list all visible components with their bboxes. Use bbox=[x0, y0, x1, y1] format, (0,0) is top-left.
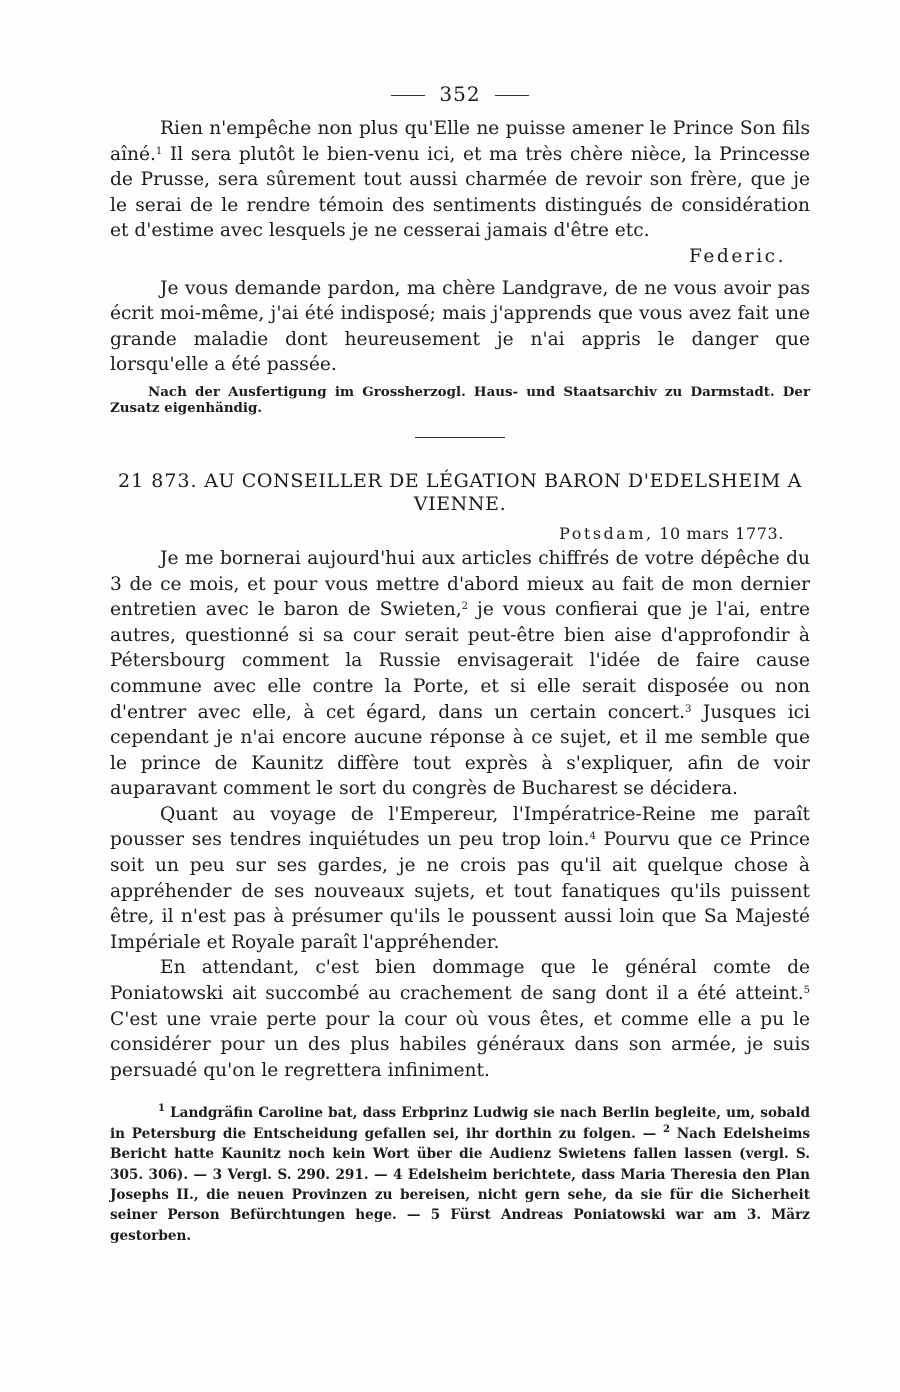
footnote-ref-5: 5 bbox=[803, 985, 810, 997]
page-number-text: 352 bbox=[439, 82, 481, 106]
letter-heading bbox=[110, 470, 810, 516]
postscript: Je vous demande pardon, ma chère Landgrave, de ne vous avoir pas écrit moi-même, j'ai été indisposé; mais j'apprends que vous avez fait une grande maladie dont heureusement je n'ai appris le danger que lorsqu'elle a été passée. bbox=[110, 277, 810, 376]
p2-text-a: Quant au voyage de l'Empereur, l'Impératrice-Reine me paraît pousser ses tendres inquiétudes un peu trop loin. bbox=[110, 803, 810, 851]
footnote-mark-1: 1 bbox=[158, 1103, 165, 1115]
p3-text-a: En attendant, c'est bien dommage que le général comte de Poniatowski ait succombé au crachement de sang dont il a été atteint. bbox=[110, 957, 810, 1005]
dateline-date: 10 mars 1773. bbox=[659, 523, 784, 543]
p3-text-b: C'est une vraie perte pour la cour où vous êtes, et comme elle a pu le considérer pour un des plus habiles généraux dans son armée, je suis persuadé qu'on le regrettera infiniment. bbox=[110, 1008, 810, 1081]
dateline bbox=[110, 522, 784, 546]
letter1-text-b: Il sera plutôt le bien-venu ici, et ma très chère nièce, la Princesse de Prusse, sera sûrement tout aussi charmée de revoir son frère, que je le serai de le rendre témoin des sentiments distingués de considération et d'estime avec lesquels je ne cesserai jamais d'être etc. bbox=[110, 143, 810, 242]
footnote-1: Landgräfin Caroline bat, dass Erbprinz Ludwig sie nach Berlin begleite, um, sobald in Petersburg die Entscheidung gefallen sei, ihr dorthin zu folgen. — bbox=[110, 1105, 810, 1142]
footnote-2: Nach Edelsheims Bericht hatte Kaunitz noch kein Wort über die Audienz Swietens fallen lassen (vergl. S. 305. 306). — bbox=[110, 1125, 810, 1183]
p1-text-b: je vous confierai que je l'ai, entre autres, questionné si sa cour serait peut-être bien aise d'approfondir à Pétersbourg comment la Russie envisagerait l'idée de faire cause commune avec elle contre la Porte, et si elle serait disposée ou non d'entrer avec elle, à cet égard, dans un certain concert. bbox=[110, 599, 811, 723]
section-divider bbox=[415, 437, 505, 438]
letter-recipient: AU CONSEILLER DE LÉGATION BARON D'EDELSHEIM A VIENNE. bbox=[204, 469, 802, 515]
footnote-4: 4 Edelsheim berichtete, dass Maria Theresia den Plan Josephs II., die neuen Provinzen zu bereisen, nicht gern sehe, da sie für die Sicherheit seiner Person Befürchtungen hege. — bbox=[110, 1166, 810, 1224]
letter-number: 21 873. bbox=[118, 469, 198, 492]
letter1-text-a: Rien n'empêche non plus qu'Elle ne puisse amener le Prince Son fils aîné. bbox=[110, 118, 810, 165]
source-note: Nach der Ausfertigung im Grossherzogl. Haus- und Staatsarchiv zu Darmstadt. Der Zusatz eigenhändig. bbox=[110, 383, 810, 417]
page-number bbox=[110, 82, 810, 106]
footnote-3: 3 Vergl. S. 290. 291. — bbox=[212, 1166, 394, 1183]
letter2-paragraph-2 bbox=[110, 802, 810, 956]
footnote-ref-3: 3 bbox=[685, 703, 692, 715]
page-number-dash-left bbox=[391, 95, 425, 96]
book-page bbox=[110, 82, 810, 1246]
footnote-5: 5 Fürst Andreas Poniatowski war am 3. März gestorben. bbox=[110, 1207, 810, 1244]
footnotes bbox=[110, 1103, 810, 1246]
letter2-paragraph-3 bbox=[110, 955, 810, 1083]
p1-text-c: Jusques ici cependant je n'ai encore aucune réponse à ce sujet, et il me semble que le prince de Kaunitz diffère tout exprès à s'expliquer, afin de voir auparavant comment le sort du congrès de Bucharest se décidera. bbox=[110, 701, 811, 800]
page-number-dash-right bbox=[495, 95, 529, 96]
footnote-ref-4: 4 bbox=[589, 831, 596, 843]
footnote-ref-2: 2 bbox=[461, 601, 469, 613]
letter1-paragraph bbox=[110, 116, 810, 244]
p2-text-b: Pourvu que ce Prince soit un peu sur ses gardes, je ne crois pas qu'il ait quelque chose à appréhender de ses nouveaux sujets, et tout fanatiques qu'ils puissent être, il n'est pas à présumer qu'ils le poussent aussi loin que Sa Majesté Impériale et Royale paraît l'appréhender. bbox=[110, 829, 810, 953]
footnote-ref-1: 1 bbox=[155, 145, 163, 157]
p1-text-a: Je me bornerai aujourd'hui aux articles chiffrés de votre dépêche du 3 de ce mois, et pour vous mettre d'abord mieux au fait de mon dernier entretien avec le baron de Swieten, bbox=[110, 547, 810, 621]
dateline-place: Potsdam, bbox=[559, 523, 654, 543]
signature: Federic. bbox=[689, 245, 786, 267]
footnote-mark-2: 2 bbox=[663, 1123, 670, 1135]
letter2-paragraph-1 bbox=[110, 546, 810, 802]
